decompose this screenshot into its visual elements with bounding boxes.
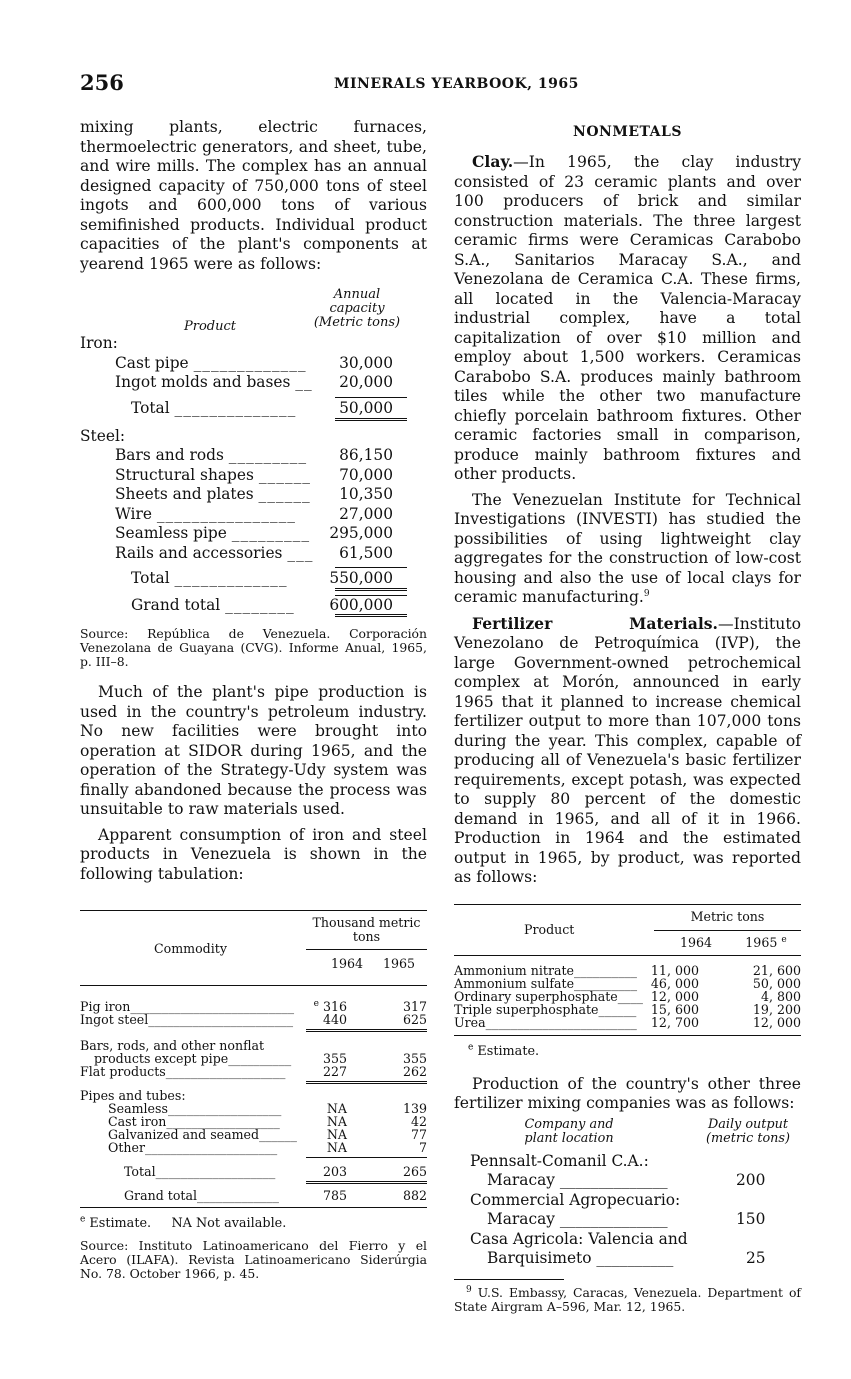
table-row: Ordinary superphosphate____ 12, 000 4, 800 — [454, 988, 801, 1004]
table-row: Total _____________ 550,000 — [80, 563, 427, 589]
value-1965: 77 — [410, 1127, 427, 1142]
fertilizer-legend — [468, 1044, 801, 1059]
row-label: Ingot molds and bases — [115, 373, 291, 391]
table-row: Cast iron__________________ NA 42 — [108, 1114, 427, 1129]
section-title: NONMETALS — [573, 124, 682, 140]
clay-paragraph — [454, 152, 801, 485]
row-label: Bars, rods, and other nonflat — [80, 1038, 265, 1053]
total-value: 600,000 — [329, 596, 393, 614]
table-row: Cast pipe _____________ 30,000 — [115, 353, 393, 372]
plant-location: Barquisimeto — [487, 1249, 592, 1267]
value-1965: 262 — [402, 1064, 427, 1079]
row-value: 61,500 — [339, 543, 393, 562]
output-column-header: Daily output (metric tons) — [706, 1116, 790, 1146]
total-label: Grand total — [124, 1188, 198, 1203]
product-column-header: Product — [524, 921, 575, 937]
row-label: Cast pipe — [115, 353, 189, 372]
daily-output: 150 — [736, 1210, 766, 1228]
footnote-rule — [454, 1279, 564, 1280]
company-name: Pennsalt-Comanil C.A.: — [470, 1151, 649, 1170]
row-value: 20,000 — [339, 373, 393, 391]
table-row: Maracay ______________ 150 — [487, 1210, 766, 1228]
value-1965: 355 — [402, 1051, 427, 1066]
commodity-column-header: Commodity — [154, 941, 227, 956]
row-label: Pig iron — [80, 999, 131, 1014]
value-1965: 21, 600 — [752, 962, 801, 978]
group-label: Iron: — [80, 334, 118, 352]
value-1965: 4, 800 — [760, 988, 801, 1004]
intro-paragraph: mixing plants, electric furnaces, thermoelectric generators, and sheet, tube, and wire mills. The complex has an annual designed capacity of 750,000 tons of steel ingots and 600,000 tons of various semifinished products. Individual product capacities of the plant's components at yearend 1965 were as follows: — [80, 118, 427, 273]
value-1965: 12, 000 — [752, 1014, 801, 1030]
unit-group-header: Metric tons — [690, 908, 765, 924]
group-label: Steel: — [80, 426, 126, 445]
value-1965: 50, 000 — [752, 975, 801, 991]
row-label: Rails and accessories — [115, 543, 283, 562]
table-row: Maracay ______________ 200 — [487, 1171, 766, 1189]
consumption-table — [80, 910, 427, 1208]
row-label: Pipes and tubes: — [80, 1088, 186, 1103]
table-row: Barquisimeto __________ 25 — [487, 1249, 766, 1267]
value-1964: 227 — [322, 1064, 347, 1079]
value-1965: 7 — [418, 1140, 427, 1155]
page-header — [80, 68, 800, 98]
consumption-source: Source: Instituto Latinoamericano del Fierro y el Acero (ILAFA). Revista Latinoamericano Siderúrgia No. 78. October 1966, p. 45. — [80, 1238, 427, 1281]
company-name: Commercial Agropecuario: — [470, 1190, 681, 1209]
fertilizer-heading: Fertilizer Materials. — [472, 613, 718, 633]
double-rule — [306, 1029, 427, 1032]
value-1965: 19, 200 — [752, 1001, 801, 1017]
row-value: 70,000 — [339, 465, 393, 484]
table-row — [454, 1230, 801, 1250]
plant-location: Maracay — [487, 1210, 555, 1228]
total-rule — [306, 1157, 427, 1158]
header-rule — [306, 949, 427, 950]
year-1965-label: 1965 — [745, 934, 778, 950]
daily-output: 200 — [736, 1171, 766, 1189]
year-1964-header: 1964 — [679, 934, 713, 950]
double-rule — [335, 614, 407, 617]
table-row: Total ______________ 50,000 — [80, 393, 427, 419]
fertilizer-text: —Instituto Venezolano de Petroquímica (IVP), the large Government-owned petrochemical complex at Morón, announced in early 1965 that it planned to increase chemical fertilizer output to more than 107,000 tons during the year. This complex, capable of producing all of Venezuela's basic fertilizer requirements, except potash, was expected to supply 80 percent of the domestic demand in 1965, and all of it in 1966. Production in 1964 and the estimated output in 1965, by product, was reported as follows: — [454, 614, 801, 886]
value-1964: 15, 600 — [650, 1001, 699, 1017]
fertilizer-table — [454, 904, 801, 1036]
section-divider — [80, 1026, 427, 1033]
value-1964: 12, 700 — [650, 1014, 699, 1030]
total-value: 550,000 — [329, 569, 393, 587]
table-row: Sheets and plates ______ 10,350 — [115, 485, 393, 503]
double-rule — [306, 1081, 427, 1084]
total-label: Total — [131, 569, 170, 587]
table-row — [454, 1152, 801, 1172]
pipe-paragraph: Much of the plant's pipe production is used in the country's petroleum industry. No new facilities were brought into operation at SIDOR during 1965, and the operation of the Strategy-Udy system was finally abandoned because the process was unsuitable to raw materials used. — [80, 683, 427, 818]
table-bottom-rule — [454, 1029, 801, 1036]
footnote — [454, 1286, 801, 1314]
investi-text: The Venezuelan Institute for Technical Investigations (INVESTI) has studied the possibilities of using lightweight clay aggregates for the construction of low-cost housing and also the use of local clays for ceramic manufacturing. — [454, 490, 801, 606]
table-row: Urea________________________ 12, 700 12, 000 — [454, 1014, 801, 1030]
row-value: 10,350 — [339, 485, 393, 503]
double-rule — [335, 418, 407, 421]
row-label: Other — [108, 1140, 145, 1155]
table-row: Rails and accessories ___ 61,500 — [115, 543, 393, 562]
investi-paragraph — [454, 491, 801, 608]
table-row: Wire ________________ 27,000 — [115, 504, 393, 523]
page-number: 256 — [80, 70, 124, 95]
year-1965-header — [734, 935, 798, 950]
value-1964: 785 — [322, 1188, 347, 1203]
table-row: products except pipe__________ 355 355 — [94, 1051, 427, 1066]
row-label: Galvanized and seamed — [108, 1127, 260, 1142]
product-column-header: Product — [184, 319, 236, 334]
capacity-table-header — [80, 288, 427, 334]
row-label: Ordinary superphosphate — [454, 988, 618, 1004]
value-1964: 203 — [322, 1164, 347, 1179]
row-value: 86,150 — [339, 446, 393, 464]
clay-text: —In 1965, the clay industry consisted of 23 ceramic plants and over 100 producers of brick and similar construction materials. The three largest ceramic firms were Ceramicas Carabobo S.A., Sanitarios Maracay S.A., and Venezolana de Ceramica C.A. These firms, all located in the Valencia-Maracay industrial complex, have a total capitalization of over $10 million and employ about 1,500 workers. Ceramicas Carabobo S.A. produces mainly bathroom tiles while the other two manufacture chiefly porcelain bathroom fixtures. Other ceramic factories small in comparison, produce mainly bathroom fixtures and other products. — [454, 153, 801, 483]
value-1965: 42 — [410, 1114, 427, 1129]
table-row: Grand total ________ 600,000 — [80, 589, 427, 615]
company-name: Casa Agricola: Valencia and — [470, 1229, 688, 1248]
table-row: Ammonium sulfate__________ 46, 000 50, 000 — [454, 975, 801, 991]
total-label: Total — [124, 1164, 156, 1179]
unit-group-header: Thousand metric tons — [312, 915, 421, 944]
fertilizer-table-header — [454, 905, 801, 956]
value-1964: NA — [326, 1101, 347, 1116]
year-1964-header: 1964 — [330, 956, 364, 971]
value-1964: 12, 000 — [650, 988, 699, 1004]
estimate-mark: e — [781, 934, 787, 945]
mixing-paragraph: Production of the country's other three fertilizer mixing companies was as follows: — [454, 1074, 801, 1112]
table-row — [80, 334, 427, 354]
row-label: Seamless — [108, 1101, 168, 1116]
row-label: Wire — [115, 504, 152, 523]
row-label: Urea — [454, 1014, 486, 1030]
table-row: Ingot steel_______________________ 440 625 — [80, 1012, 427, 1027]
row-value: 30,000 — [339, 353, 393, 372]
table-row — [454, 1191, 801, 1211]
value-1964: NA — [326, 1114, 347, 1129]
section-divider — [80, 1178, 427, 1185]
total-label: Total — [131, 398, 170, 417]
plant-location: Maracay — [487, 1171, 555, 1189]
clay-heading: Clay. — [472, 152, 514, 171]
table-row: Flat products___________________ 227 262 — [80, 1064, 427, 1079]
row-label: Bars and rods — [115, 446, 224, 464]
row-label: Triple superphosphate — [454, 1001, 599, 1017]
value-1964: 316 — [322, 999, 347, 1014]
table-row: Seamless__________________ NA 139 — [108, 1101, 427, 1116]
value-1965: 265 — [402, 1164, 427, 1179]
row-label: Seamless pipe — [115, 524, 227, 542]
value-1964: 355 — [322, 1051, 347, 1066]
mixing-table-header — [454, 1118, 801, 1152]
row-value: 295,000 — [329, 524, 393, 542]
table-row: Grand total_____________ 785 882 — [124, 1188, 427, 1203]
capacity-column-header: Annual capacity (Metric tons) — [313, 287, 401, 330]
year-1965-header: 1965 — [382, 956, 416, 971]
value-1965: 625 — [402, 1012, 427, 1027]
row-label: Sheets and plates — [115, 485, 254, 503]
row-label: Cast iron — [108, 1114, 167, 1129]
total-value: 50,000 — [339, 398, 393, 417]
table-row: Total___________________ 203 265 — [124, 1164, 427, 1179]
left-column — [80, 118, 427, 1293]
value-1964: 440 — [322, 1012, 347, 1027]
estimate-mark: e — [468, 1042, 474, 1053]
running-title: MINERALS YEARBOOK, 1965 — [334, 76, 579, 92]
total-label: Grand total — [131, 596, 221, 614]
footnote-mark: 9 — [466, 1284, 472, 1295]
row-label: Ammonium sulfate — [454, 975, 575, 991]
estimate-note: Estimate. — [89, 1216, 152, 1231]
table-row: Ammonium nitrate__________ 11, 000 21, 600 — [454, 962, 801, 978]
consumption-table-header — [80, 911, 427, 986]
daily-output: 25 — [746, 1249, 766, 1267]
row-label: products except pipe — [94, 1051, 229, 1066]
value-1965: 139 — [402, 1101, 427, 1116]
right-column — [454, 118, 801, 1326]
value-1965: 317 — [402, 999, 427, 1014]
consumption-paragraph: Apparent consumption of iron and steel products in Venezuela is shown in the following tabulation: — [80, 825, 427, 883]
table-row: Pig iron__________________________ $^e$ 316 317 — [80, 998, 427, 1014]
consumption-legend — [80, 1216, 427, 1231]
value-1964: NA — [326, 1140, 347, 1155]
double-rule — [306, 1181, 427, 1184]
section-divider — [80, 1078, 427, 1085]
capacity-table — [80, 288, 427, 615]
row-label: Ammonium nitrate — [454, 962, 574, 978]
value-1964: 11, 000 — [650, 962, 699, 978]
mixing-table — [454, 1118, 801, 1269]
value-1964: 46, 000 — [650, 975, 699, 991]
table-row: Structural shapes ______ 70,000 — [115, 465, 393, 484]
table-row: Triple superphosphate______ 15, 600 19, 200 — [454, 1001, 801, 1017]
row-label: Flat products — [80, 1064, 166, 1079]
row-label: Ingot steel — [80, 1012, 149, 1027]
company-column-header: Company and plant location — [524, 1116, 614, 1146]
footnote-ref: 9 — [643, 588, 650, 599]
table-row: Galvanized and seamed______ NA 77 — [108, 1127, 427, 1142]
row-value: 27,000 — [339, 504, 393, 523]
capacity-source: Source: República de Venezuela. Corporación Venezolana de Guayana (CVG). Informe Anual, 1965, p. III–8. — [80, 626, 427, 669]
table-row — [80, 427, 427, 447]
na-note: NA Not available. — [171, 1216, 287, 1231]
fertilizer-paragraph — [454, 614, 801, 888]
footnote-text: U.S. Embassy, Caracas, Venezuela. Department of State Airgram A–596, Mar. 12, 1965. — [454, 1284, 801, 1314]
estimate-mark: e — [313, 998, 319, 1009]
header-rule — [654, 930, 801, 931]
table-row: Seamless pipe _________ 295,000 — [115, 524, 393, 542]
value-1965: 882 — [402, 1188, 427, 1203]
section-divider — [80, 1154, 427, 1161]
value-1964: NA — [326, 1127, 347, 1142]
row-label: Structural shapes — [115, 465, 254, 484]
table-row: Bars and rods _________ 86,150 — [115, 446, 393, 464]
estimate-mark: e — [80, 1214, 86, 1225]
table-row: Ingot molds and bases __ 20,000 — [115, 373, 393, 391]
estimate-note: Estimate. — [477, 1043, 540, 1059]
table-row: Other_____________________ NA 7 — [108, 1140, 427, 1155]
